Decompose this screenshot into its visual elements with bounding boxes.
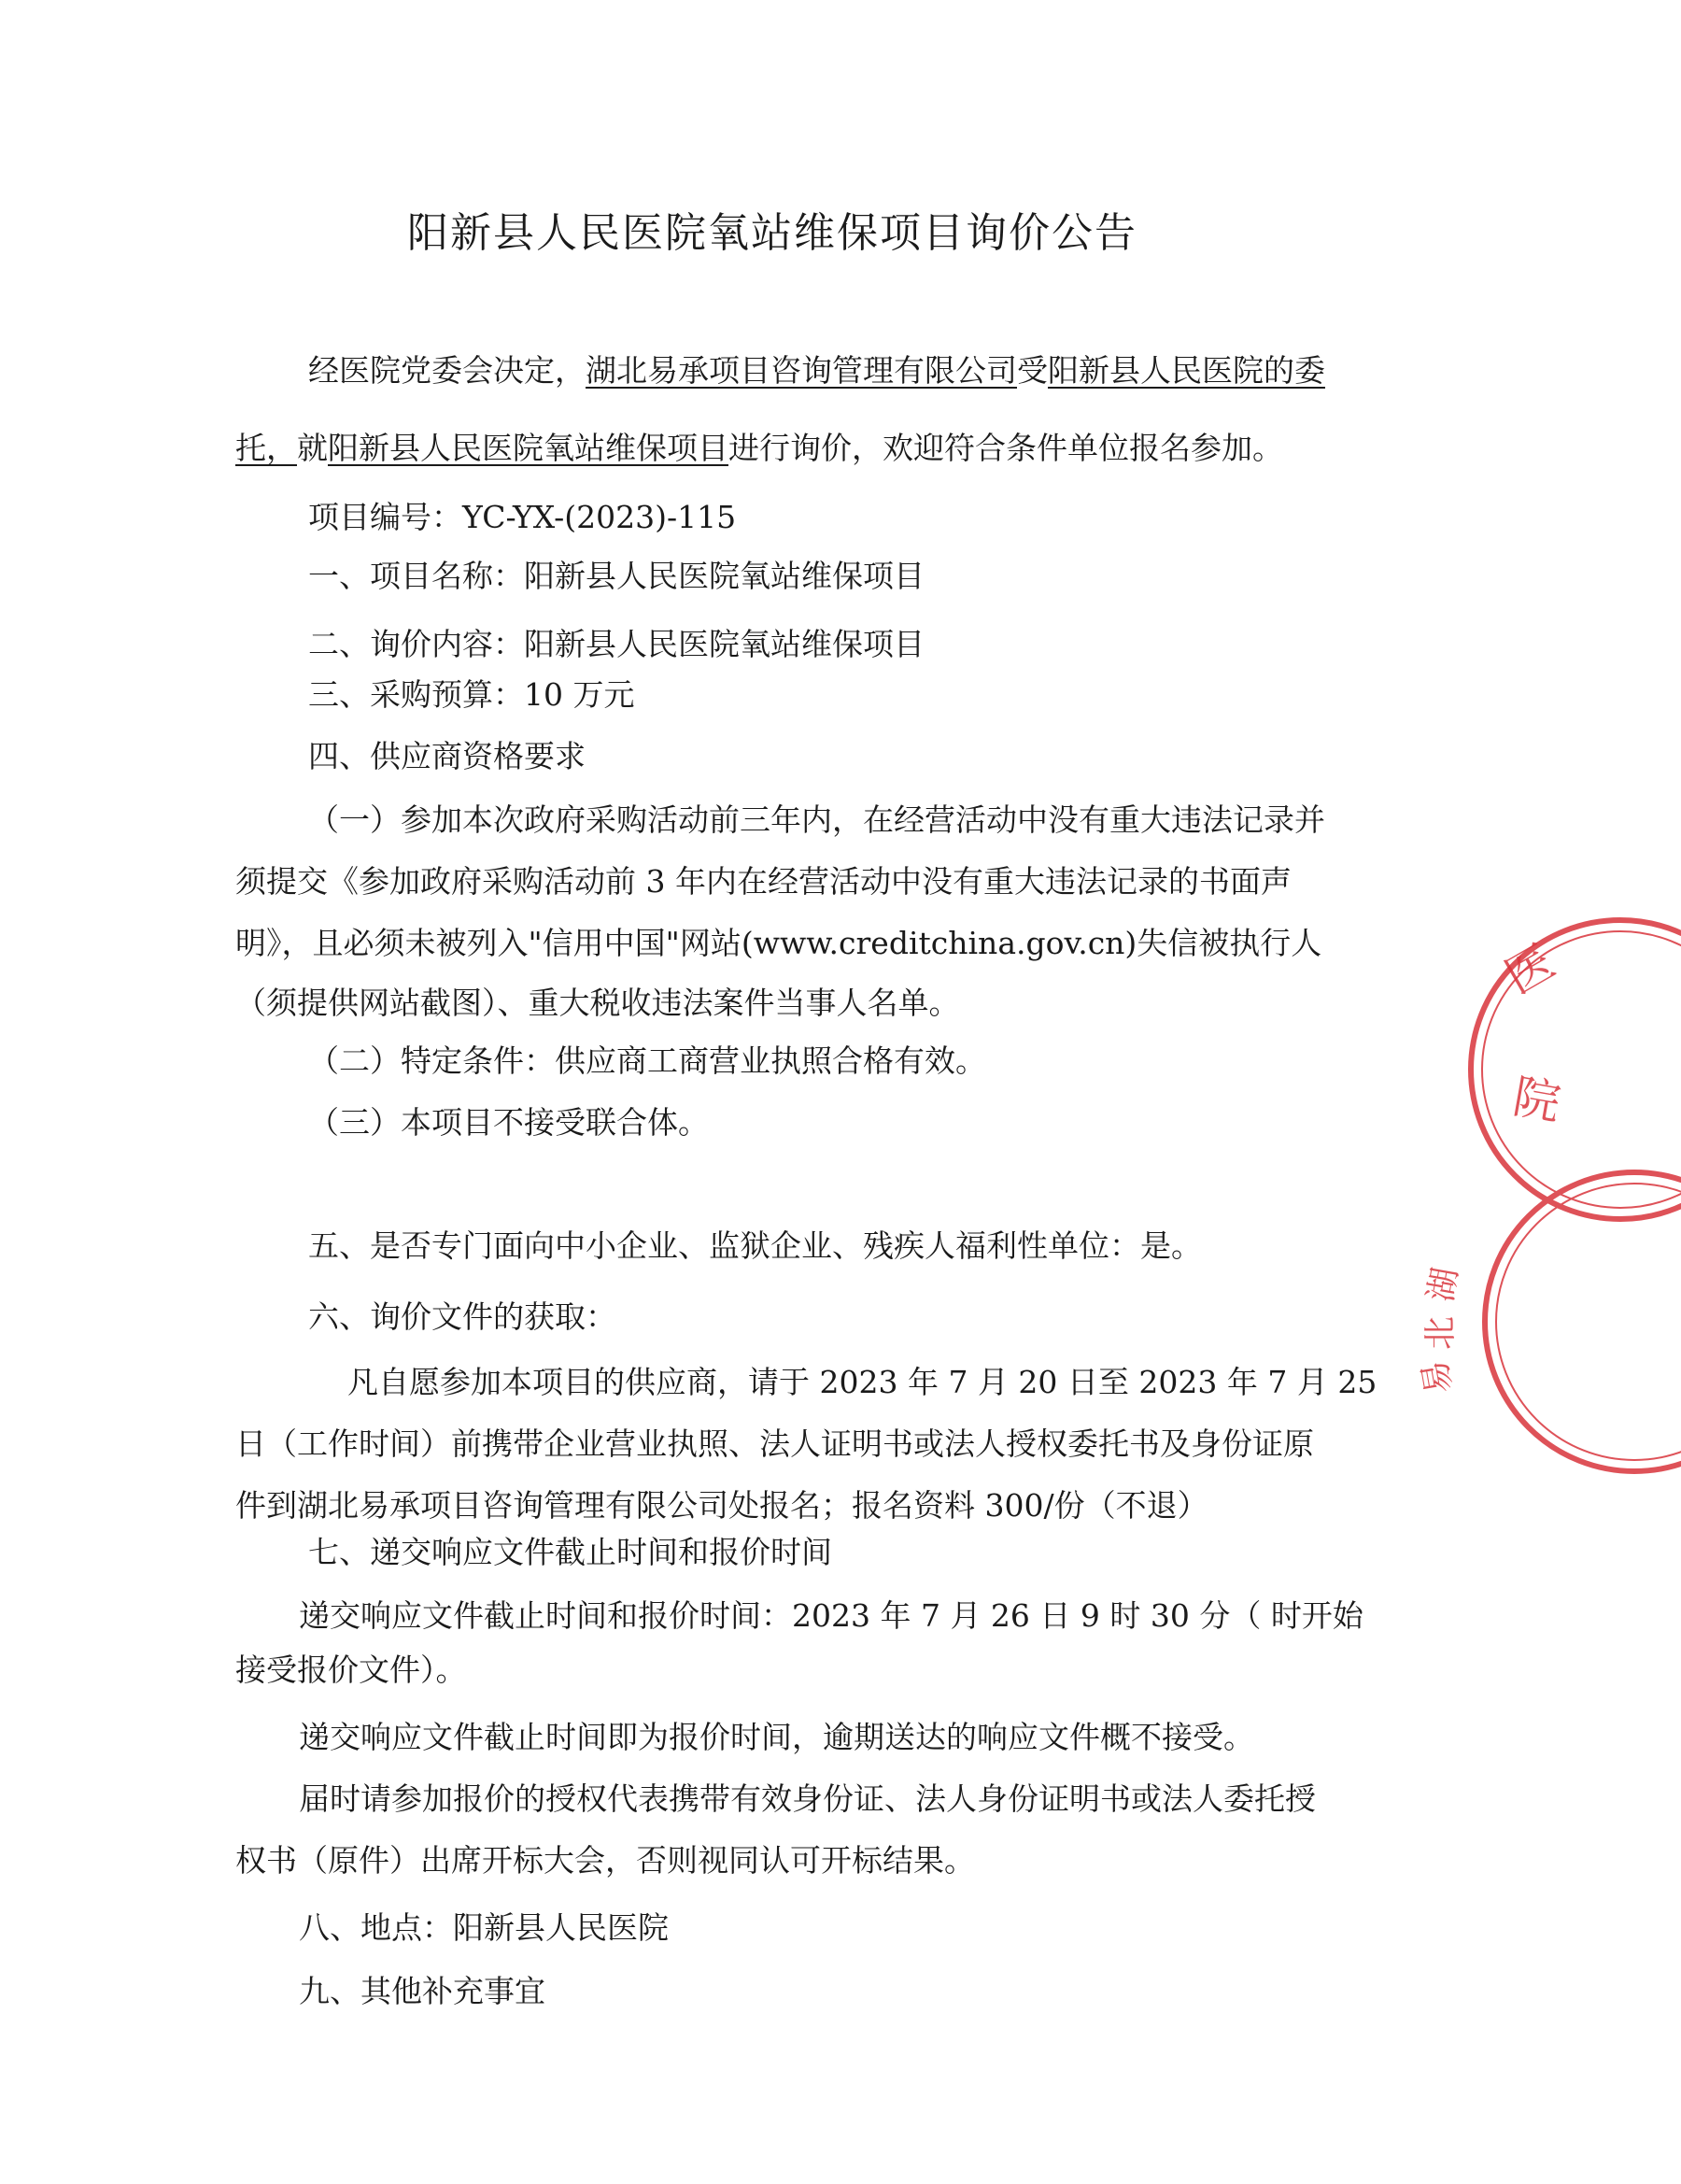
intro-line-1 [308,350,1325,391]
section-8-location: 八、地点：阳新县人民医院 [299,1909,669,1946]
project-number: 项目编号：YC-YX-(2023)-115 [308,499,737,535]
section-4-heading: 四、供应商资格要求 [308,738,586,774]
section-3-budget: 三、采购预算：10 万元 [308,676,635,713]
section-7-line-5: 权书（原件）出席开标大会，否则视同认可开标结果。 [235,1842,975,1879]
agency-name: 湖北易承项目咨询管理有限公司 [586,352,1017,389]
section-7-line-3: 递交响应文件截止时间即为报价时间，逾期送达的响应文件概不接受。 [299,1719,1254,1755]
intro-line-2 [235,428,1283,469]
section-1-project-name: 一、项目名称：阳新县人民医院氧站维保项目 [308,558,925,594]
section-7-line-2: 接受报价文件）。 [235,1652,467,1688]
intro-mid-2: 就 [297,430,328,466]
section-6-heading: 六、询价文件的获取： [308,1298,616,1335]
client-name-part2: 托， [235,430,297,466]
intro-prefix: 经医院党委会决定， [308,352,586,389]
section-4-item-1-line-4: （须提供网站截图）、重大税收违法案件当事人名单。 [235,985,960,1021]
intro-suffix: 进行询价，欢迎符合条件单位报名参加。 [728,430,1283,466]
project-name: 阳新县人民医院氧站维保项目 [328,430,728,466]
svg-text:北: 北 [1421,1315,1460,1350]
section-4-item-1-line-2: 须提交《参加政府采购活动前 3 年内在经营活动中没有重大违法记录的书面声 [235,863,1292,900]
official-seal-stamps [1416,920,1681,1471]
section-7-line-1: 递交响应文件截止时间和报价时间：2023 年 7 月 26 日 9 时 30 分（ 时开始 [299,1597,1363,1634]
section-4-item-3: （三）本项目不接受联合体。 [308,1104,709,1141]
svg-text:湖: 湖 [1421,1264,1466,1305]
section-5-sme: 五、是否专门面向中小企业、监狱企业、残疾人福利性单位：是。 [308,1227,1202,1264]
client-name-part1: 阳新县人民医院的委 [1048,352,1325,389]
svg-text:易: 易 [1416,1356,1460,1397]
section-7-heading: 七、递交响应文件截止时间和报价时间 [308,1534,832,1570]
section-7-line-4: 届时请参加报价的授权代表携带有效身份证、法人身份证明书或法人委托授 [299,1780,1316,1817]
svg-text:院: 院 [1508,1069,1565,1131]
section-2-inquiry-content: 二、询价内容：阳新县人民医院氧站维保项目 [308,626,925,662]
section-9-heading: 九、其他补充事宜 [299,1973,545,2009]
intro-mid: 受 [1017,352,1048,389]
svg-text:医: 医 [1496,934,1564,1005]
section-4-item-1-line-1: （一）参加本次政府采购活动前三年内，在经营活动中没有重大违法记录并 [308,801,1325,838]
section-4-item-1-line-3: 明》，且必须未被列入"信用中国"网站(www.creditchina.gov.cn)失信被执行人 [235,925,1322,961]
section-6-line-1: 凡自愿参加本项目的供应商，请于 2023 年 7 月 20 日至 2023 年 7 月 25 [347,1364,1377,1400]
section-4-item-2: （二）特定条件：供应商工商营业执照合格有效。 [308,1042,986,1079]
section-6-line-3: 件到湖北易承项目咨询管理有限公司处报名；报名资料 300/份（不退） [235,1487,1208,1524]
section-6-line-2: 日（工作时间）前携带企业营业执照、法人证明书或法人授权委托书及身份证原 [235,1425,1314,1462]
page-title: 阳新县人民医院氧站维保项目询价公告 [407,209,1137,257]
